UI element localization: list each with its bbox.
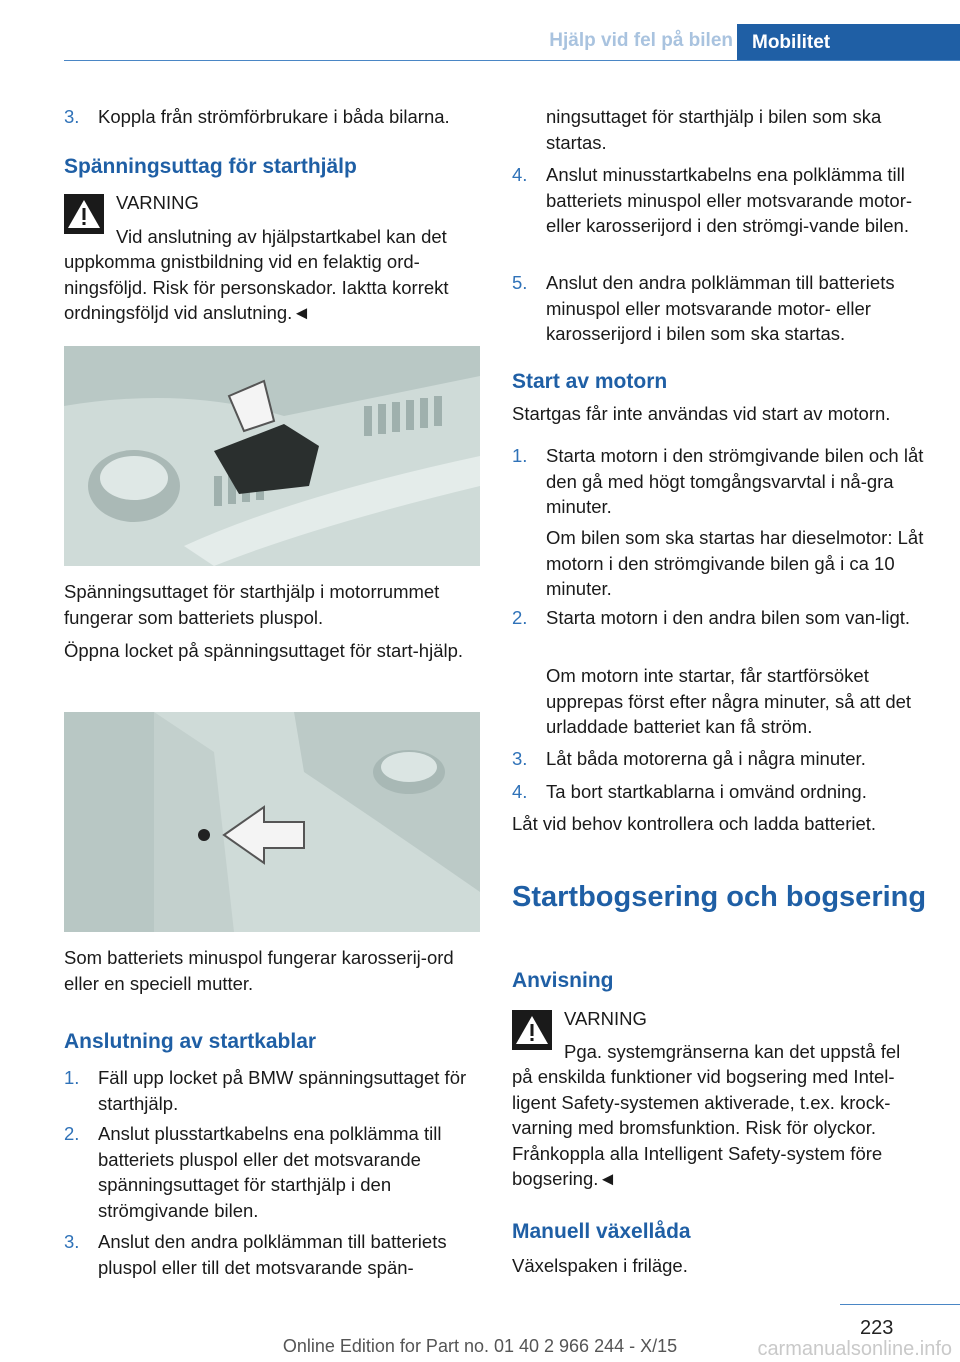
- photo-caption: Spänningsuttaget för starthjälp i motorrummet fungerar som batteriets pluspol.: [64, 581, 440, 628]
- warning-triangle-icon: [512, 1010, 552, 1050]
- manual-text: Växelspaken i friläge.: [512, 1255, 688, 1276]
- page-number: 223: [860, 1317, 894, 1339]
- step-text: Fäll upp locket på BMW spänningsuttaget för starthjälp.: [98, 1067, 467, 1114]
- chapter-heading-towing: Startbogsering och bogsering: [512, 881, 927, 913]
- ground-point-illustration: [64, 712, 480, 932]
- photo-caption: Som batteriets minuspol fungerar karosserij-ord eller en speciell mutter.: [64, 947, 454, 994]
- warning-text: uppkomma gnistbildning vid en felaktig ord-ningsföljd. Risk för personskador. Iaktta korrekt ordningsföljd vid anslutning.◄: [64, 251, 449, 323]
- header-chapter-tab: Mobilitet: [737, 24, 960, 61]
- header-rule: [64, 60, 960, 61]
- step-text: Anslut den andra polklämman till batteriets pluspol eller till det motsvarande spän-: [98, 1231, 447, 1278]
- step-number: 5.: [512, 272, 528, 293]
- step-text: Låt båda motorerna gå i några minuter.: [546, 748, 866, 769]
- section-heading-cables: Anslutning av startkablar: [64, 1030, 317, 1053]
- section-heading-note: Anvisning: [512, 969, 614, 992]
- section-heading-outlet: Spänningsuttag för starthjälp: [64, 155, 357, 178]
- step-text: Koppla från strömförbrukare i båda bilarna.: [98, 106, 450, 127]
- step-number: 3.: [512, 748, 528, 769]
- step-text: Anslut den andra polklämman till batteriets minuspol eller motsvarande motor- eller karosserijord i bilen som ska startas.: [546, 272, 895, 344]
- edition-footer: Online Edition for Part no. 01 40 2 966 244 - X/15: [282, 1336, 678, 1356]
- engine-bay-illustration: [64, 346, 480, 566]
- step-number: 2.: [64, 1123, 80, 1144]
- step-number: 1.: [512, 445, 528, 466]
- watermark: carmanualsonline.info: [757, 1338, 952, 1360]
- step-text: Ta bort startkablarna i omvänd ordning.: [546, 781, 867, 802]
- continued-step-text: ningsuttaget för starthjälp i bilen som ska startas.: [546, 106, 882, 153]
- warning-text: på enskilda funktioner vid bogsering med Intel-ligent Safety-systemen aktiverade, t.ex. krock-varning med bromsfunktion. Risk för olyckor. Frånkoppla alla Intelligent Safety-system före bogsering.◄: [512, 1066, 895, 1189]
- warning-label: VARNING: [116, 192, 199, 213]
- after-start-text: Låt vid behov kontrollera och ladda batteriet.: [512, 813, 877, 834]
- section-heading-start: Start av motorn: [512, 370, 668, 393]
- engine-bay-photo-ground: [64, 712, 480, 932]
- step-number: 4.: [512, 164, 528, 185]
- step-text: Starta motorn i den strömgivande bilen och låt den gå med högt tomgångsvarvtal i nå-gra minuter.: [546, 445, 924, 517]
- header-section-title: Hjälp vid fel på bilen: [549, 30, 733, 51]
- step-note: Om bilen som ska startas har dieselmotor: Låt motorn i den strömgivande bilen gå i ca 10 minuter.: [546, 527, 924, 599]
- step-text: Anslut plusstartkabelns ena polklämma till batteriets pluspol eller det motsvarande spänningsuttaget för starthjälp i den strömgivande bilen.: [98, 1123, 442, 1221]
- step-note: Om motorn inte startar, får startförsöket upprepas först efter några minuter, så att det urladdade batteriet kan få ström.: [546, 665, 912, 737]
- warning-triangle-icon: [64, 194, 104, 234]
- section-heading-manual: Manuell växellåda: [512, 1220, 691, 1243]
- step-text: Anslut minusstartkabelns ena polklämma till batteriets minuspol eller motsvarande motor- eller karosserijord i den strömgi-vande bilen.: [546, 164, 913, 236]
- instruction-text: Öppna locket på spänningsuttaget för start-hjälp.: [64, 640, 464, 661]
- step-number: 3.: [64, 1231, 80, 1252]
- warning-text-first-line: Pga. systemgränserna kan det uppstå fel: [564, 1041, 901, 1062]
- engine-bay-photo-outlet: [64, 346, 480, 566]
- step-text: Starta motorn i den andra bilen som van-ligt.: [546, 607, 911, 628]
- warning-text-first-line: Vid anslutning av hjälpstartkabel kan det: [116, 226, 447, 247]
- step-number: 4.: [512, 781, 528, 802]
- step-number: 2.: [512, 607, 528, 628]
- step-number: 3.: [64, 106, 80, 127]
- warning-label: VARNING: [564, 1008, 647, 1029]
- step-number: 1.: [64, 1067, 80, 1088]
- start-intro-text: Startgas får inte användas vid start av motorn.: [512, 403, 891, 424]
- footer-rule: [840, 1304, 960, 1305]
